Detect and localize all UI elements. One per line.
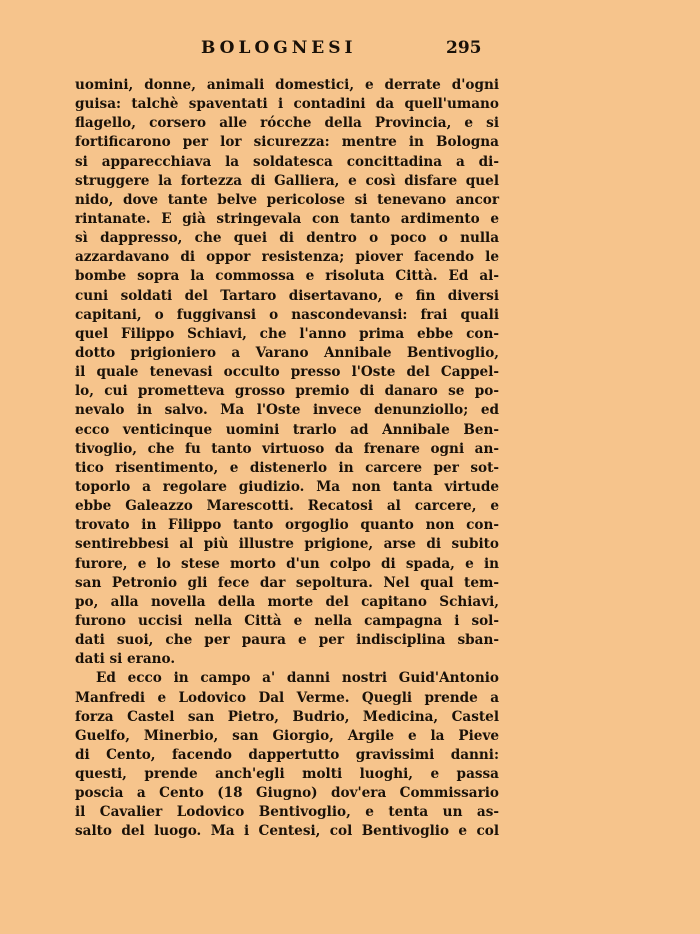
text-line: il Cavalier Lodovico Bentivoglio, e tenta un as- bbox=[75, 804, 499, 821]
text-line: salto del luogo. Ma i Centesi, col Bentivoglio e col bbox=[75, 823, 499, 840]
text-line: forza Castel san Pietro, Budrio, Medicina, Castel bbox=[75, 708, 499, 725]
text-line: rintanate. E già stringevala con tanto ardimento e bbox=[75, 210, 499, 227]
text-line: tico risentimento, e distenerlo in carcere per sot- bbox=[75, 459, 499, 476]
text-line: poscia a Cento (18 Giugno) dov'era Commissario bbox=[75, 785, 499, 802]
text-line: il quale tenevasi occulto presso l'Oste del Cappel- bbox=[75, 364, 499, 381]
text-line: san Petronio gli fece dar sepoltura. Nel qual tem- bbox=[75, 574, 499, 591]
text-line: lo, cui prometteva grosso premio di danaro se po- bbox=[75, 383, 499, 400]
text-line: furore, e lo stese morto d'un colpo di spada, e in bbox=[75, 555, 499, 572]
paragraph-1 bbox=[75, 76, 499, 669]
text-line: guisa: talchè spaventati i contadini da quell'umano bbox=[75, 96, 499, 113]
text-line: si apparecchiava la soldatesca concittadina a di- bbox=[75, 153, 499, 170]
text-line: fortificarono per lor sicurezza: mentre in Bologna bbox=[75, 134, 499, 151]
text-line: sì dappresso, che quei di dentro o poco o nulla bbox=[75, 230, 499, 247]
text-line: uomini, donne, animali domestici, e derrate d'ogni bbox=[75, 77, 499, 93]
paragraph-2 bbox=[75, 669, 499, 841]
text-line: dati si erano. bbox=[75, 651, 176, 668]
text-line: ebbe Galeazzo Marescotti. Recatosi al carcere, e bbox=[75, 498, 499, 515]
text-line: furono uccisi nella Città e nella campagna i sol- bbox=[75, 612, 499, 629]
text-line: questi, prende anch'egli molti luoghi, e passa bbox=[75, 766, 499, 783]
body-text bbox=[75, 76, 499, 842]
text-line: dati suoi, che per paura e per indisciplina sban- bbox=[75, 632, 499, 649]
text-line: cuni soldati del Tartaro disertavano, e fin diversi bbox=[75, 287, 499, 304]
text-line: quel Filippo Schiavi, che l'anno prima ebbe con- bbox=[75, 325, 499, 342]
text-line: nido, dove tante belve pericolose si tenevano ancor bbox=[75, 191, 499, 208]
text-line: capitani, o fuggivansi o nascondevansi: frai quali bbox=[75, 306, 499, 323]
running-head bbox=[0, 38, 700, 62]
text-line: toporlo a regolare giudizio. Ma non tanta virtude bbox=[75, 478, 499, 495]
text-line: Ed ecco in campo a' danni nostri Guid'Antonio bbox=[96, 670, 499, 687]
text-line: tivoglio, che fu tanto virtuoso da frenare ogni an- bbox=[75, 440, 499, 457]
running-title: BOLOGNESI bbox=[201, 38, 357, 58]
text-line: sentirebbesi al più illustre prigione, arse di subito bbox=[75, 536, 499, 553]
text-line: trovato in Filippo tanto orgoglio quanto non con- bbox=[75, 517, 499, 534]
text-line: struggere la fortezza di Galliera, e così disfare quel bbox=[75, 172, 499, 189]
text-line: dotto prigioniero a Varano Annibale Bentivoglio, bbox=[75, 344, 499, 361]
text-line: flagello, corsero alle rócche della Provincia, e si bbox=[75, 115, 499, 132]
text-line: di Cento, facendo dappertutto gravissimi danni: bbox=[75, 746, 499, 763]
text-line: Manfredi e Lodovico Dal Verme. Quegli prende a bbox=[75, 689, 499, 706]
text-line: nevalo in salvo. Ma l'Oste invece denunziollo; ed bbox=[75, 402, 499, 419]
page-number: 295 bbox=[446, 38, 482, 58]
text-line: ecco venticinque uomini trarlo ad Annibale Ben- bbox=[75, 421, 499, 438]
text-line: po, alla novella della morte del capitano Schiavi, bbox=[75, 593, 499, 610]
text-line: bombe sopra la commossa e risoluta Città. Ed al- bbox=[75, 268, 499, 285]
text-line: Guelfo, Minerbio, san Giorgio, Argile e la Pieve bbox=[75, 727, 499, 744]
text-line: azzardavano di oppor resistenza; piover facendo le bbox=[75, 249, 499, 266]
